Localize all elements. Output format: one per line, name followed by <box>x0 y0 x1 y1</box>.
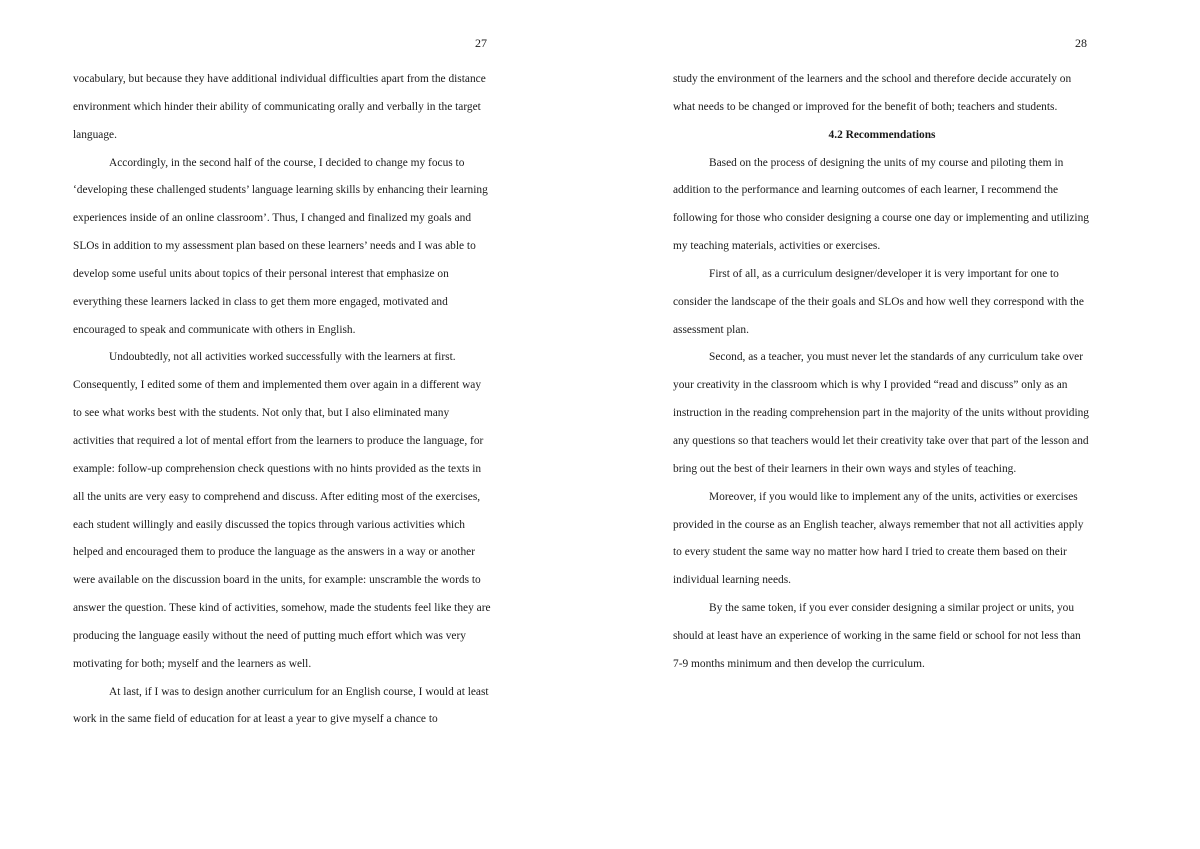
paragraph: study the environment of the learners and the school and therefore decide accurately on what needs to be changed or improved for the benefit of both; teachers and students. <box>673 73 1072 113</box>
paragraph: By the same token, if you ever consider designing a similar project or units, you should at least have an experience of working in the same field or school for not less than 7-9 months minimum and then develop the curriculum. <box>673 602 1081 670</box>
right-page <box>600 0 1200 849</box>
paragraph: Moreover, if you would like to implement any of the units, activities or exercises provided in the course as an English teacher, always remember that not all activities apply to every student the same way no matter how hard I tried to create them based on their individual learning needs. <box>673 490 1084 587</box>
paragraph: First of all, as a curriculum designer/developer it is very important for one to consider the landscape of the their goals and SLOs and how well they correspond with the assessment plan. <box>673 267 1084 336</box>
page-body <box>73 66 491 734</box>
page-number: 28 <box>1075 36 1087 50</box>
paragraph: Undoubtedly, not all activities worked successfully with the learners at first. Consequently, I edited some of them and implemented them over again in a different way to see what works best with the students. Not only that, but I also eliminated many activities that required a lot of mental effort from the learners to produce the language, for example: follow-up comprehension check questions with no hints provided as the texts in all the units are very easy to comprehend and discuss. After editing most of the exercises, each student willingly and easily discussed the topics through various activities which helped and encouraged them to produce the language as the answers in a way or another were available on the discussion board in the units, for example: unscramble the words to answer the question. These kind of activities, somehow, made the students feel like they are producing the language easily without the need of putting much effort which was very motivating for both; myself and the learners as well. <box>73 351 491 670</box>
page-body <box>673 66 1091 679</box>
paragraph: At last, if I was to design another curriculum for an English course, I would at least work in the same field of education for at least a year to give myself a chance to <box>73 685 489 726</box>
paragraph: Second, as a teacher, you must never let the standards of any curriculum take over your creativity in the classroom which is why I provided “read and discuss” only as an instruction in the reading comprehension part in the majority of the units without providing any questions so that teachers would let their creativity take over that part of the lesson and bring out the best of their learners in their own ways and styles of teaching. <box>673 351 1089 475</box>
page-number: 27 <box>475 36 487 50</box>
paragraph: vocabulary, but because they have additional individual difficulties apart from the distance environment which hinder their ability of communicating orally and verbally in the target language. <box>73 73 486 141</box>
paragraph: Accordingly, in the second half of the course, I decided to change my focus to ‘developing these challenged students’ language learning skills by enhancing their learning experiences inside of an online classroom’. Thus, I changed and finalized my goals and SLOs in addition to my assessment plan based on these learners’ needs and I was able to develop some useful units about topics of their personal interest that emphasize on everything these learners lacked in class to get them more engaged, motivated and encouraged to speak and communicate with others in English. <box>73 156 488 336</box>
section-heading: 4.2 Recommendations <box>828 128 936 141</box>
paragraph: Based on the process of designing the units of my course and piloting them in addition to the performance and learning outcomes of each learner, I recommend the following for those who consider designing a course one day or implementing and utilizing my teaching materials, activities or exercises. <box>673 156 1089 253</box>
